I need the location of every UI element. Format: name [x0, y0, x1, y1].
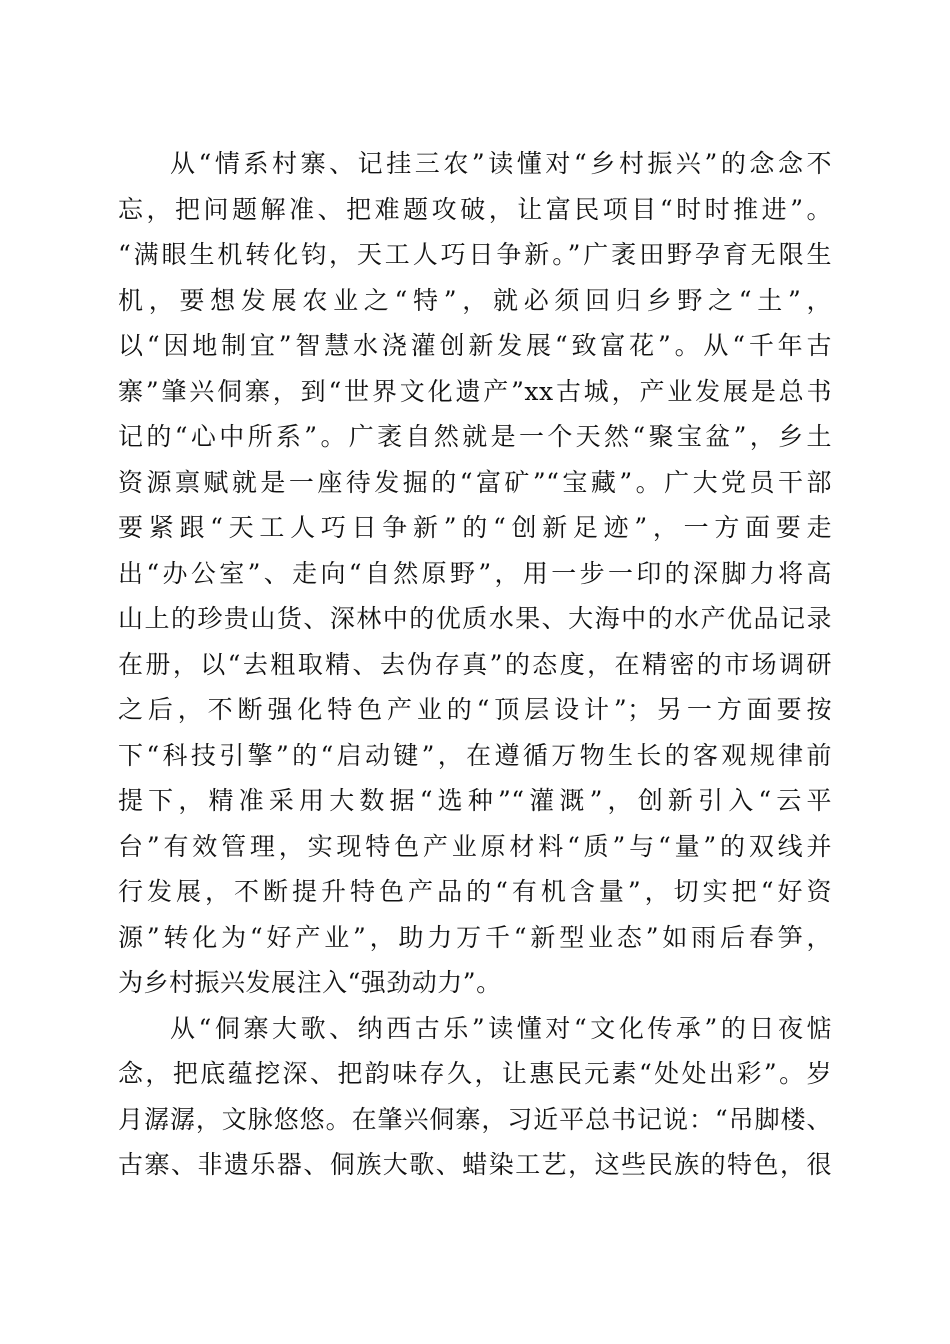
paragraph-line: 之后，不断强化特色产业的“顶层设计”；另一方面要按	[118, 695, 832, 724]
paragraph-line: 机，要想发展农业之“特”，就必须回归乡野之“土”，	[118, 285, 832, 315]
paragraph-line: 为乡村振兴发展注入“强劲动力”。	[118, 968, 502, 997]
paragraph-line: 山上的珍贵山货、深林中的优质水果、大海中的水产优品记录	[118, 604, 832, 633]
paragraph-line: 从“侗寨大歌、纳西古乐”读懂对“文化传承”的日夜惦	[170, 1013, 832, 1043]
paragraph-line: 资源禀赋就是一座待发掘的“富矿”“宝藏”。广大党员干部	[118, 467, 832, 497]
paragraph-line: 古寨、非遗乐器、侗族大歌、蜡染工艺，这些民族的特色，很	[118, 1150, 832, 1179]
paragraph-line: 下“科技引擎”的“启动键”，在遵循万物生长的客观规律前	[118, 740, 832, 770]
paragraph-line: 源”转化为“好产业”，助力万千“新型业态”如雨后春笋，	[118, 922, 832, 952]
paragraph-line: 提下，精准采用大数据“选种”“灌溉”，创新引入“云平	[118, 786, 832, 815]
paragraph-line: 念，把底蕴挖深、把韵味存久，让惠民元素“处处出彩”。岁	[118, 1059, 832, 1088]
paragraph-line: 从“情系村寨、记挂三农”读懂对“乡村振兴”的念念不	[170, 149, 832, 178]
paragraph-line: 寨”肇兴侗寨，到“世界文化遗产”xx古城，产业发展是总书	[118, 376, 832, 406]
paragraph-line: 行发展，不断提升特色产品的“有机含量”，切实把“好资	[118, 877, 832, 906]
paragraph-line: 要紧跟“天工人巧日争新”的“创新足迹”，一方面要走	[118, 513, 832, 542]
paragraph-line: 以“因地制宜”智慧水浇灌创新发展“致富花”。从“千年古	[118, 331, 832, 360]
paragraph-cultural-heritage	[118, 1006, 832, 1188]
paragraph-line: 月潺潺，文脉悠悠。在肇兴侗寨，习近平总书记说：“吊脚楼、	[118, 1104, 832, 1134]
paragraph-rural-revitalization	[118, 141, 832, 1006]
paragraph-line: 在册，以“去粗取精、去伪存真”的态度，在精密的市场调研	[118, 649, 832, 679]
paragraph-line: 记的“心中所系”。广袤自然就是一个天然“聚宝盆”，乡土	[118, 422, 832, 451]
paragraph-line: 出“办公室”、走向“自然原野”，用一步一印的深脚力将高	[118, 558, 832, 588]
paragraph-line: 忘，把问题解准、把难题攻破，让富民项目“时时推进”。	[118, 194, 832, 224]
document-body	[118, 141, 832, 1188]
paragraph-line: 台”有效管理，实现特色产业原材料“质”与“量”的双线并	[118, 831, 832, 861]
paragraph-line: “满眼生机转化钧，天工人巧日争新。”广袤田野孕育无限生	[118, 240, 832, 269]
